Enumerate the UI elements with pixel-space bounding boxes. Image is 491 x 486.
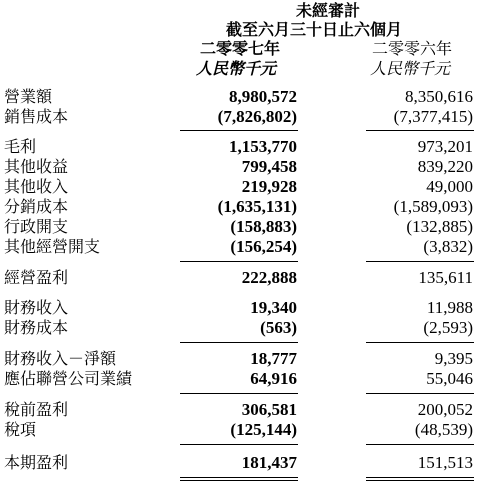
row-label: 營業額 [4, 87, 53, 106]
header-year-current: 二零零七年 [200, 39, 281, 58]
table-row [0, 106, 491, 128]
row-value-prior: 8,350,616 [405, 87, 473, 106]
row-value-current: 181,437 [241, 453, 297, 472]
row-value-prior: 973,201 [417, 137, 473, 156]
row-value-prior: (7,377,415) [393, 107, 473, 126]
subtotal-rule [180, 342, 298, 343]
row-value-current: (563) [260, 318, 297, 337]
subtotal-rule [366, 342, 474, 343]
row-label: 分銷成本 [4, 197, 69, 216]
row-value-prior: (48,539) [414, 420, 473, 439]
header-unit-current: 人民幣千元 [196, 59, 277, 78]
row-value-current: 64,916 [250, 369, 297, 388]
row-value-current: 799,458 [241, 157, 297, 176]
row-value-prior: 9,395 [434, 349, 473, 368]
row-label: 其他收益 [4, 157, 69, 176]
subtotal-rule [366, 444, 474, 445]
table-row [0, 267, 491, 289]
row-value-current: (158,883) [230, 217, 297, 236]
row-value-current: 19,340 [250, 298, 297, 317]
row-value-current: (7,826,802) [217, 107, 297, 126]
row-label: 稅前盈利 [4, 400, 69, 419]
row-value-prior: 151,513 [417, 453, 473, 472]
row-value-current: 8,980,572 [229, 87, 297, 106]
row-value-prior: 135,611 [418, 268, 473, 287]
row-value-prior: 49,000 [426, 177, 473, 196]
row-value-prior: (1,589,093) [393, 197, 473, 216]
row-label: 其他收入 [4, 177, 69, 196]
table-row [0, 136, 491, 158]
subtotal-rule [366, 261, 474, 262]
header-unaudited: 未經審計 [296, 1, 361, 20]
row-label: 行政開支 [4, 217, 69, 236]
row-value-prior: 839,220 [417, 157, 473, 176]
row-value-prior: (3,832) [423, 237, 473, 256]
subtotal-rule [366, 393, 474, 394]
table-row [0, 348, 491, 370]
row-value-current: 219,928 [241, 177, 297, 196]
row-value-current: (125,144) [230, 420, 297, 439]
row-label: 銷售成本 [4, 107, 69, 126]
row-value-current: 1,153,770 [229, 137, 297, 156]
table-row [0, 452, 491, 474]
total-double-rule-top [366, 477, 474, 478]
table-row [0, 196, 491, 218]
header-period: 截至六月三十日止六個月 [226, 20, 403, 39]
header-unit-prior: 人民幣千元 [370, 59, 451, 78]
table-row [0, 317, 491, 339]
row-value-prior: (132,885) [406, 217, 473, 236]
table-row [0, 216, 491, 238]
row-value-prior: 55,046 [426, 369, 473, 388]
total-double-rule-top [180, 477, 298, 478]
row-label: 毛利 [4, 137, 37, 156]
table-row [0, 368, 491, 390]
table-row [0, 236, 491, 258]
row-label: 財務收入 [4, 298, 69, 317]
table-row [0, 297, 491, 319]
row-label: 本期盈利 [4, 453, 69, 472]
row-value-current: 306,581 [241, 400, 297, 419]
row-value-prior: (2,593) [423, 318, 473, 337]
row-value-current: (156,254) [230, 237, 297, 256]
row-value-current: 18,777 [250, 349, 297, 368]
table-row [0, 156, 491, 178]
row-value-current: (1,635,131) [217, 197, 297, 216]
row-value-prior: 11,988 [426, 298, 473, 317]
row-label: 財務收入－淨額 [4, 349, 117, 368]
table-row [0, 86, 491, 108]
subtotal-rule [180, 444, 298, 445]
row-label: 經營盈利 [4, 268, 69, 287]
row-label: 其他經營開支 [4, 237, 101, 256]
row-label: 財務成本 [4, 318, 69, 337]
row-value-prior: 200,052 [417, 400, 473, 419]
table-row [0, 399, 491, 421]
total-double-rule-bottom [180, 480, 298, 481]
subtotal-rule [180, 261, 298, 262]
subtotal-rule [366, 130, 474, 131]
header-year-prior: 二零零六年 [372, 39, 453, 58]
table-row [0, 176, 491, 198]
total-double-rule-bottom [366, 480, 474, 481]
row-value-current: 222,888 [241, 268, 297, 287]
subtotal-rule [180, 130, 298, 131]
row-label: 應佔聯營公司業績 [4, 369, 133, 388]
table-row [0, 419, 491, 441]
row-label: 稅項 [4, 420, 37, 439]
subtotal-rule [180, 393, 298, 394]
